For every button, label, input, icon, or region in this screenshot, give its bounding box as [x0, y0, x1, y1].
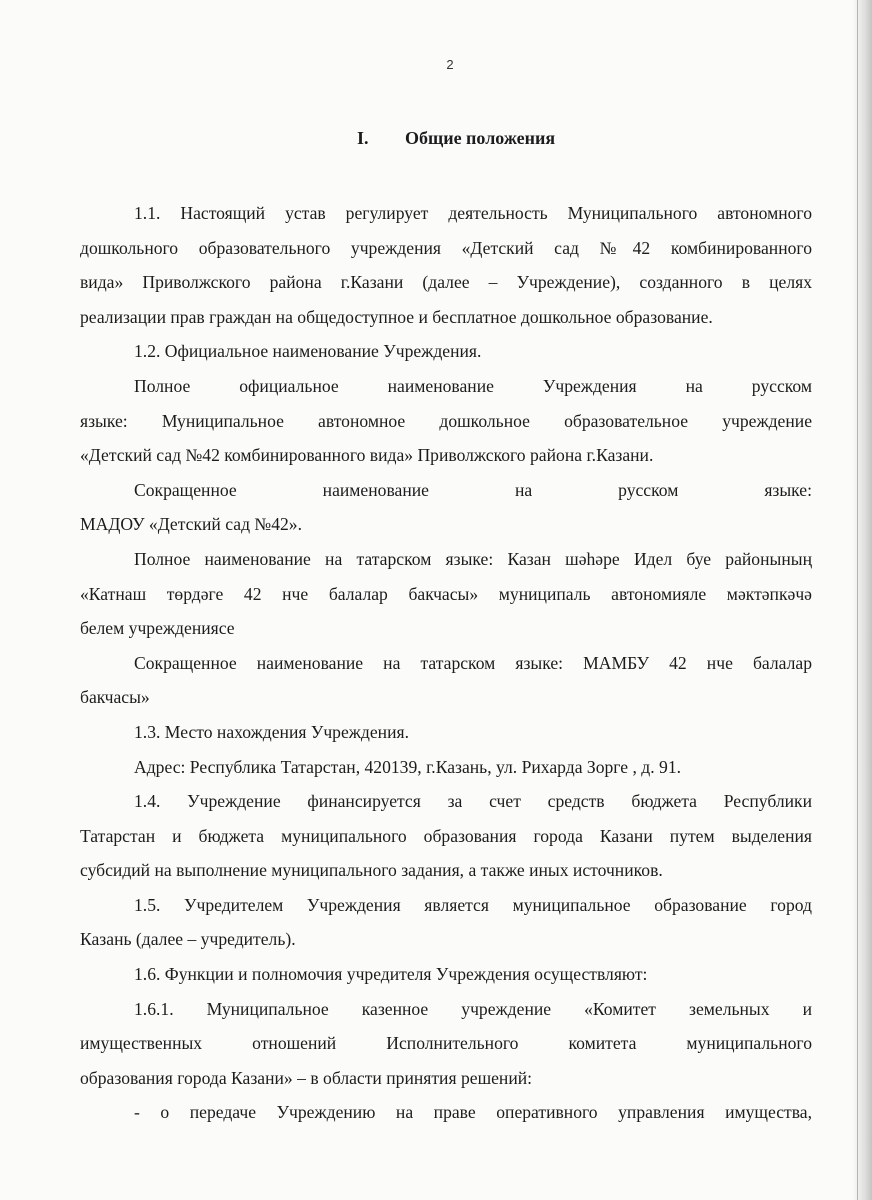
text-line: 1.6. Функции и полномочия учредителя Учреждения осуществляют:: [134, 964, 648, 985]
text-line: Казань (далее – учредитель).: [80, 929, 296, 950]
text-line: дошкольного образовательного учреждения «Детский сад №42 комбинированного: [80, 237, 812, 258]
section-title: Общие положения: [405, 128, 556, 148]
text-line: Полное официальное наименование Учреждения на русском: [134, 375, 812, 396]
text-line: «Детский сад №42 комбинированного вида» Приволжского района г.Казани.: [80, 445, 654, 466]
text-line: имущественных отношений Исполнительного комитета муниципального: [80, 1033, 812, 1054]
document-body: [80, 196, 812, 1130]
text-line: реализации прав граждан на общедоступное и бесплатное дошкольное образование.: [80, 306, 713, 327]
section-numeral: I.: [357, 128, 369, 148]
text-line: субсидий на выполнение муниципального задания, а также иных источников.: [80, 860, 663, 881]
text-line: 1.1. Настоящий устав регулирует деятельность Муниципального автономного: [134, 203, 812, 223]
text-line: Адрес: Республика Татарстан, 420139, г.Казань, ул. Рихарда Зорге , д. 91.: [134, 756, 682, 777]
text-line: Татарстан и бюджета муниципального образования города Казани путем выделения: [80, 825, 812, 846]
text-line: белем учреждениясе: [80, 618, 235, 639]
text-line: бакчасы»: [80, 687, 150, 708]
text-line: 1.3. Место нахождения Учреждения.: [134, 721, 410, 742]
scan-shadow: [852, 0, 872, 1200]
scan-edge: [857, 0, 858, 1200]
text-line: 1.5. Учредителем Учреждения является муниципальное образование город: [134, 894, 812, 915]
text-line: МАДОУ «Детский сад №42».: [80, 514, 302, 535]
text-line: Сокращенное наименование на русском языке:: [134, 479, 812, 500]
text-line: вида» Приволжского района г.Казани (далее – Учреждение), созданного в целях: [80, 272, 812, 293]
section-heading: [357, 128, 555, 149]
text-line: языке: Муниципальное автономное дошкольное образовательное учреждение: [80, 410, 812, 431]
text-line: 1.2. Официальное наименование Учреждения.: [134, 341, 482, 362]
text-line: - о передаче Учреждению на праве оперативного управления имущества,: [134, 1102, 812, 1123]
text-line: 1.4. Учреждение финансируется за счет средств бюджета Республики: [134, 791, 812, 812]
text-line: Сокращенное наименование на татарском языке: МАМБУ 42 нче балалар: [134, 652, 812, 673]
text-line: образования города Казани» – в области принятия решений:: [80, 1067, 533, 1088]
page-number: 2: [446, 57, 454, 72]
text-line: 1.6.1. Муниципальное казенное учреждение «Комитет земельных и: [134, 998, 812, 1019]
text-line: «Катнаш төрдәге 42 нче балалар бакчасы» муниципаль автономияле мәктәпкәчә: [80, 583, 812, 604]
text-line: Полное наименование на татарском языке: Казан шәһәре Идел буе районының: [134, 548, 812, 569]
